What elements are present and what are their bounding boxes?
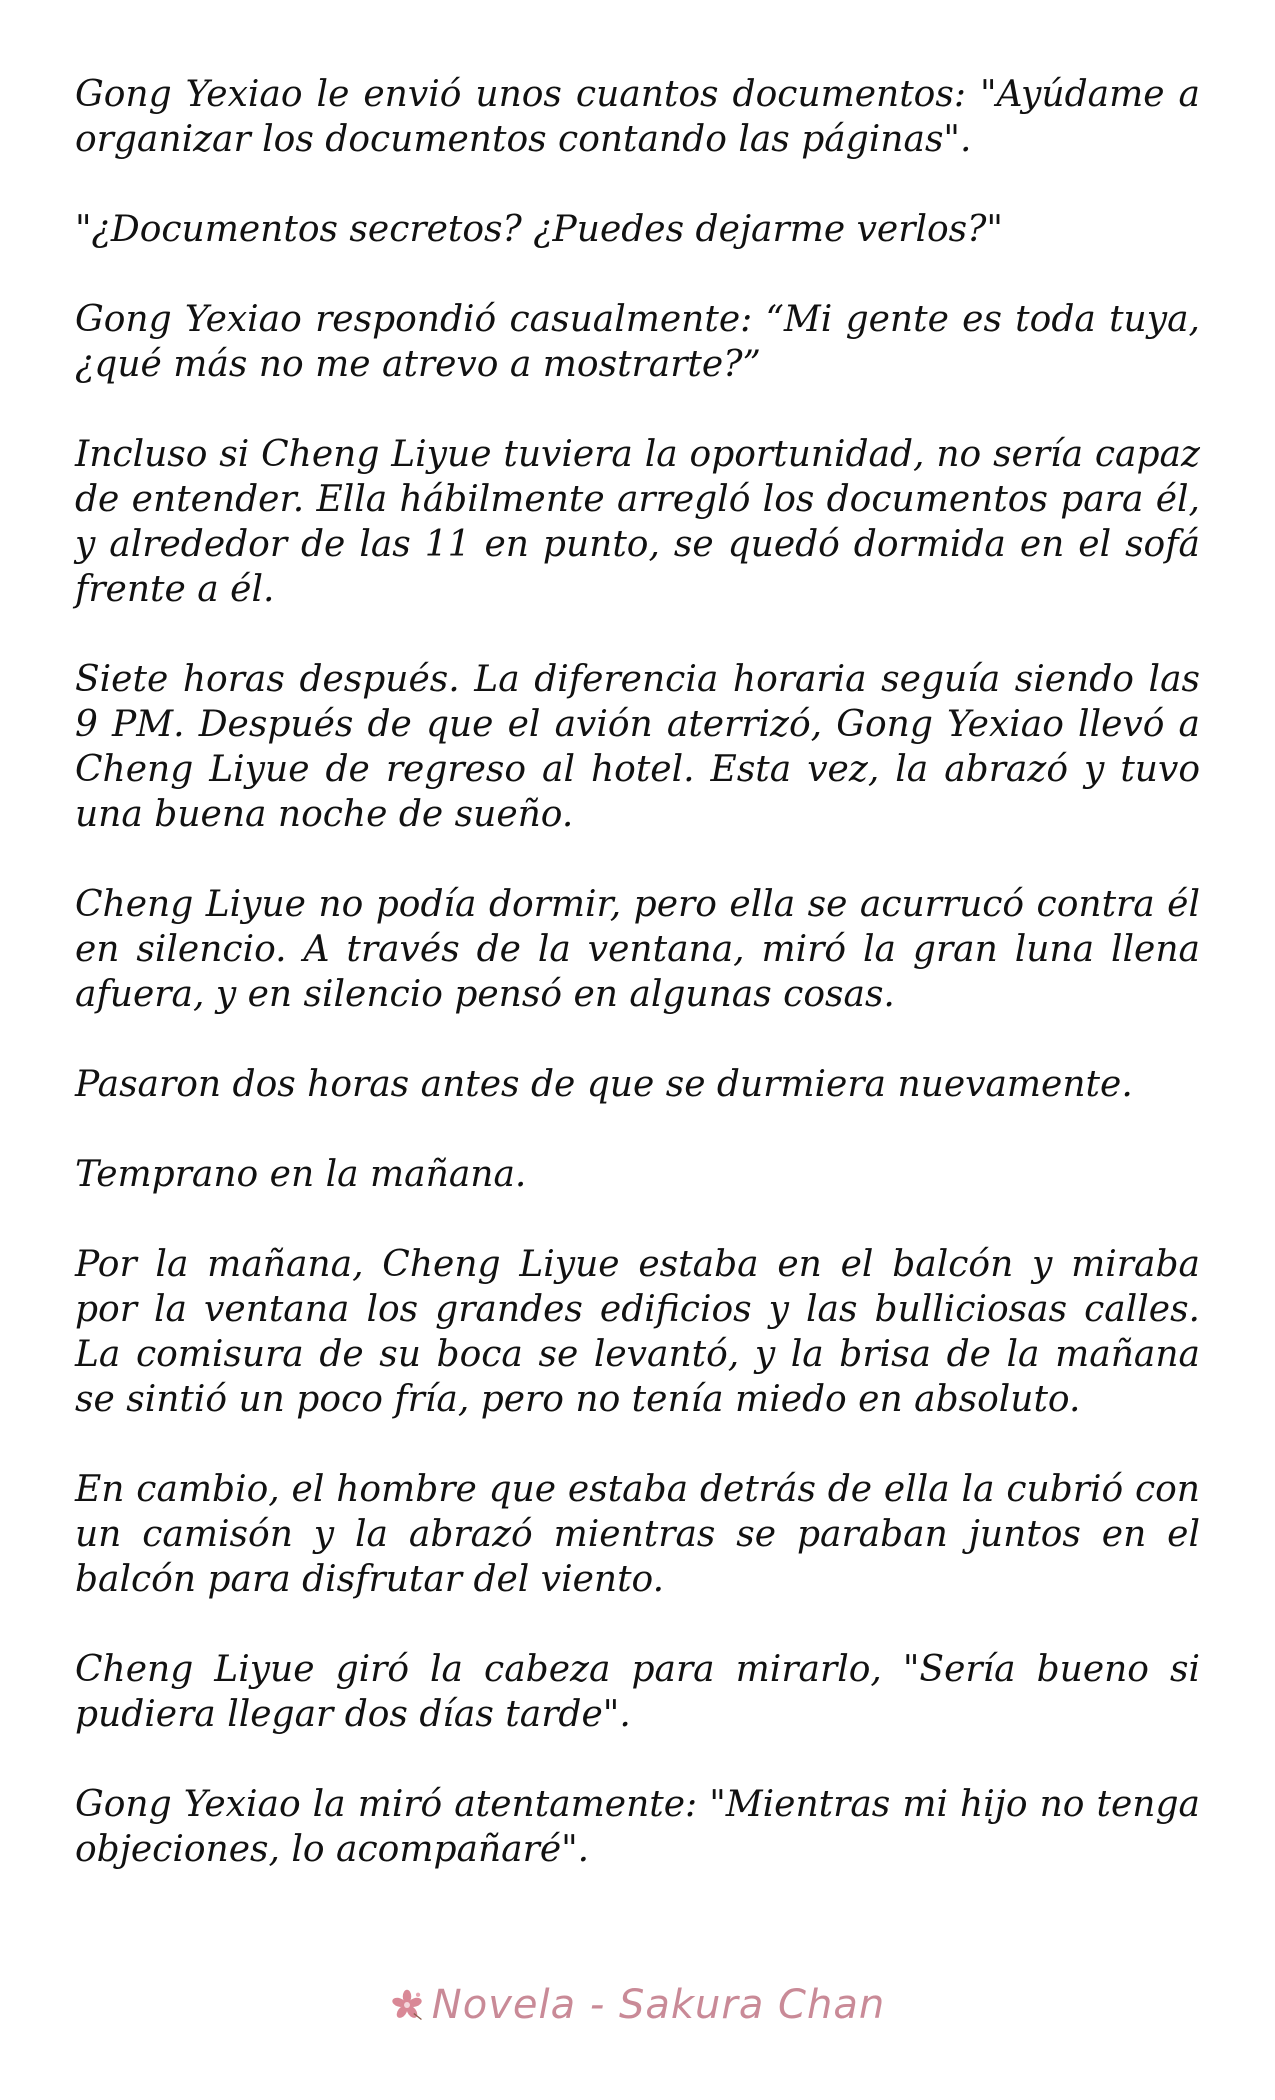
watermark xyxy=(0,1975,1275,2035)
paragraph-6: Cheng Liyue no podía dormir, pero ella se acurrucó contra él en silencio. A través de la ventana, miró la gran luna llena afuera, y en silencio pensó en algunas cosas. xyxy=(75,884,1200,1015)
paragraph-4: Incluso si Cheng Liyue tuviera la oportunidad, no sería capaz de entender. Ella hábilmente arregló los documentos para él, y alrededor de las 11 en punto, se quedó dormida en el sofá frente a él. xyxy=(75,434,1200,610)
watermark-text: Novela - Sakura Chan xyxy=(431,1982,886,2028)
paragraph-1: Gong Yexiao le envió unos cuantos documentos: "Ayúdame a organizar los documentos contando las páginas". xyxy=(75,74,1200,160)
paragraph-9: Por la mañana, Cheng Liyue estaba en el balcón y miraba por la ventana los grandes edificios y las bulliciosas calles. La comisura de su boca se levantó, y la brisa de la mañana se sintió un poco fría, pero no tenía miedo en absoluto. xyxy=(75,1244,1200,1420)
paragraph-12: Gong Yexiao la miró atentamente: "Mientras mi hijo no tenga objeciones, lo acompañaré". xyxy=(75,1784,1200,1870)
paragraph-11: Cheng Liyue giró la cabeza para mirarlo, "Sería bueno si pudiera llegar dos días tarde". xyxy=(75,1649,1200,1735)
paragraph-8: Temprano en la mañana. xyxy=(75,1154,527,1195)
paragraph-2: "¿Documentos secretos? ¿Puedes dejarme verlos?" xyxy=(75,209,1003,250)
paragraph-3: Gong Yexiao respondió casualmente: “Mi gente es toda tuya, ¿qué más no me atrevo a mostrarte?” xyxy=(75,299,1200,385)
paragraph-10: En cambio, el hombre que estaba detrás de ella la cubrió con un camisón y la abrazó mientras se paraban juntos en el balcón para disfrutar del viento. xyxy=(75,1469,1200,1600)
paragraph-5: Siete horas después. La diferencia horaria seguía siendo las 9 PM. Después de que el avión aterrizó, Gong Yexiao llevó a Cheng Liyue de regreso al hotel. Esta vez, la abrazó y tuvo una buena noche de sueño. xyxy=(75,659,1200,835)
paragraph-7: Pasaron dos horas antes de que se durmiera nuevamente. xyxy=(75,1064,1133,1105)
sakura-blossom-icon xyxy=(390,1988,424,2022)
